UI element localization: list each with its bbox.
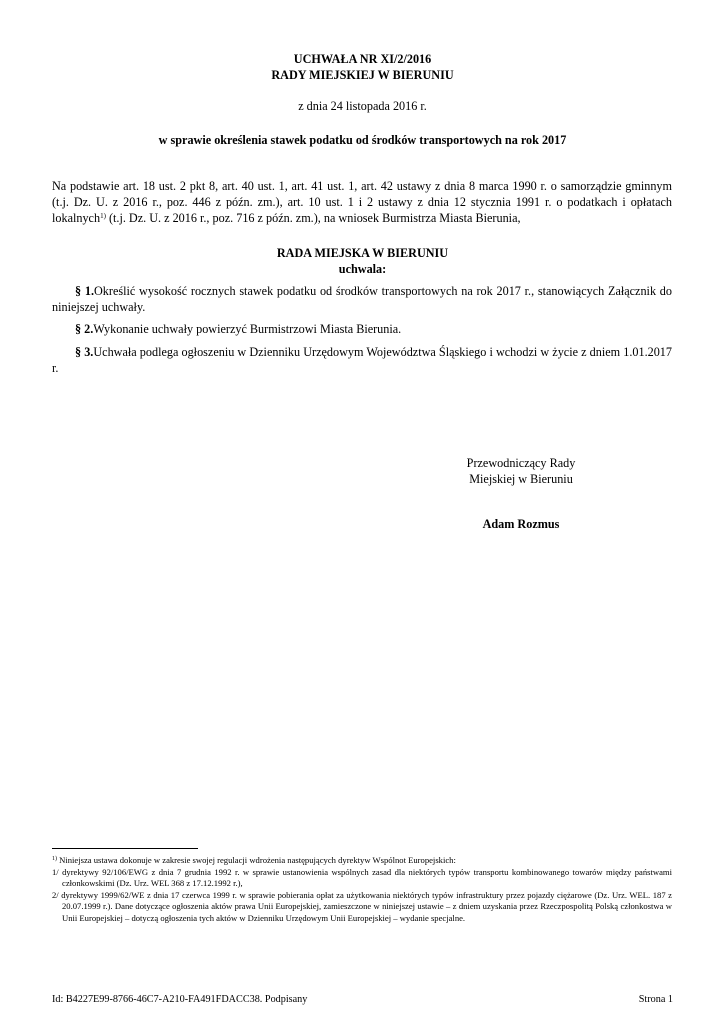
footnote-reference: 1) — [100, 212, 106, 220]
document-id: Id: B4227E99-8766-46C7-A210-FA491FDACC38. Podpisany — [52, 994, 308, 1005]
paragraph-text: Określić wysokość rocznych stawek podatku od środków transportowych na rok 2017 r., stanowiących Załącznik do niniejszej uchwały. — [52, 284, 672, 314]
footnote-marker: 1) — [52, 856, 57, 862]
signatory-title-line1: Przewodniczący Rady — [466, 456, 576, 470]
council-heading: RADY MIEJSKIEJ W BIERUNIU — [271, 68, 454, 82]
paragraph-number: § 3. — [75, 345, 94, 359]
footnote-intro-text: Niniejsza ustawa dokonuje w zakresie swojej regulacji wdrożenia następujących dyrektyw Wspólnot Europejskich: — [57, 855, 456, 865]
resolution-number: UCHWAŁA NR XI/2/2016 — [293, 52, 432, 66]
council-name: RADA MIEJSKA W BIERUNIU — [276, 246, 449, 260]
resolves-heading: uchwala: — [338, 262, 387, 276]
legal-basis-preamble — [52, 178, 672, 226]
resolution-date: z dnia 24 listopada 2016 r. — [298, 99, 427, 113]
footnotes — [52, 855, 672, 925]
preamble-text-end: (t.j. Dz. U. z 2016 r., poz. 716 z późn. zm.), na wniosek Burmistrza Miasta Bierunia, — [105, 211, 521, 225]
paragraph-text: Uchwała podlega ogłoszeniu w Dzienniku Urzędowym Województwa Śląskiego i wchodzi w życie z dniem 1.01.2017 r. — [52, 345, 672, 375]
signatory-title-line2: Miejskiej w Bieruniu — [469, 472, 573, 486]
signatory-name: Adam Rozmus — [482, 517, 560, 531]
paragraph-number: § 2. — [75, 322, 94, 336]
paragraph-2 — [52, 321, 672, 337]
footnote-item-1: 1/ dyrektywy 92/106/EWG z dnia 7 grudnia 1992 r. w sprawie ustanowienia wspólnych zasad dla niektórych typów transportu kombinowanego towarów między państwami członkowskimi (Dz. Urz. WEL 368 z 17.12.1992 r.), — [52, 866, 672, 889]
paragraph-text: Wykonanie uchwały powierzyć Burmistrzowi Miasta Bierunia. — [93, 322, 402, 336]
paragraph-1 — [52, 283, 672, 315]
page-number: Strona 1 — [638, 994, 673, 1005]
footnote-divider — [52, 848, 198, 849]
paragraph-3 — [52, 344, 672, 376]
footnote-intro — [52, 855, 672, 867]
preamble-text-start: Na podstawie art. 18 ust. 2 pkt 8, art. 40 ust. 1, art. 41 ust. 1, art. 42 ustawy z dnia 8 marca 1990 r. o samorządzie gminnym (t.j. Dz. U. z 2016 r., poz. 446 z późn. zm.), art. 10 ust. 1 i 2 ustawy z dnia 12 stycznia 1991 r. o podatkach i opłatach lokalnych — [52, 179, 672, 225]
footnote-item-2: 2/ dyrektywy 1999/62/WE z dnia 17 czerwca 1999 r. w sprawie pobierania opłat za użytkowania niektórych typów infrastruktury przez pojazdy ciężarowe (Dz. Urz. WEL. 187 z 20.07.1999 r.). Dane dotyczące ogłoszenia aktów prawa Unii Europejskiej, zamieszczone w niniejszej ustawie – z dniem uzyskania przez Rzeczpospolitą Polską członkostwa w Unii Europejskiej – dotyczą ogłoszenia tych aktów w Dzienniku Urzędowym Unii Europejskiej – wydanie specjalne. — [52, 889, 672, 923]
resolution-subject: w sprawie określenia stawek podatku od środków transportowych na rok 2017 — [158, 133, 567, 147]
paragraph-number: § 1. — [75, 284, 94, 298]
